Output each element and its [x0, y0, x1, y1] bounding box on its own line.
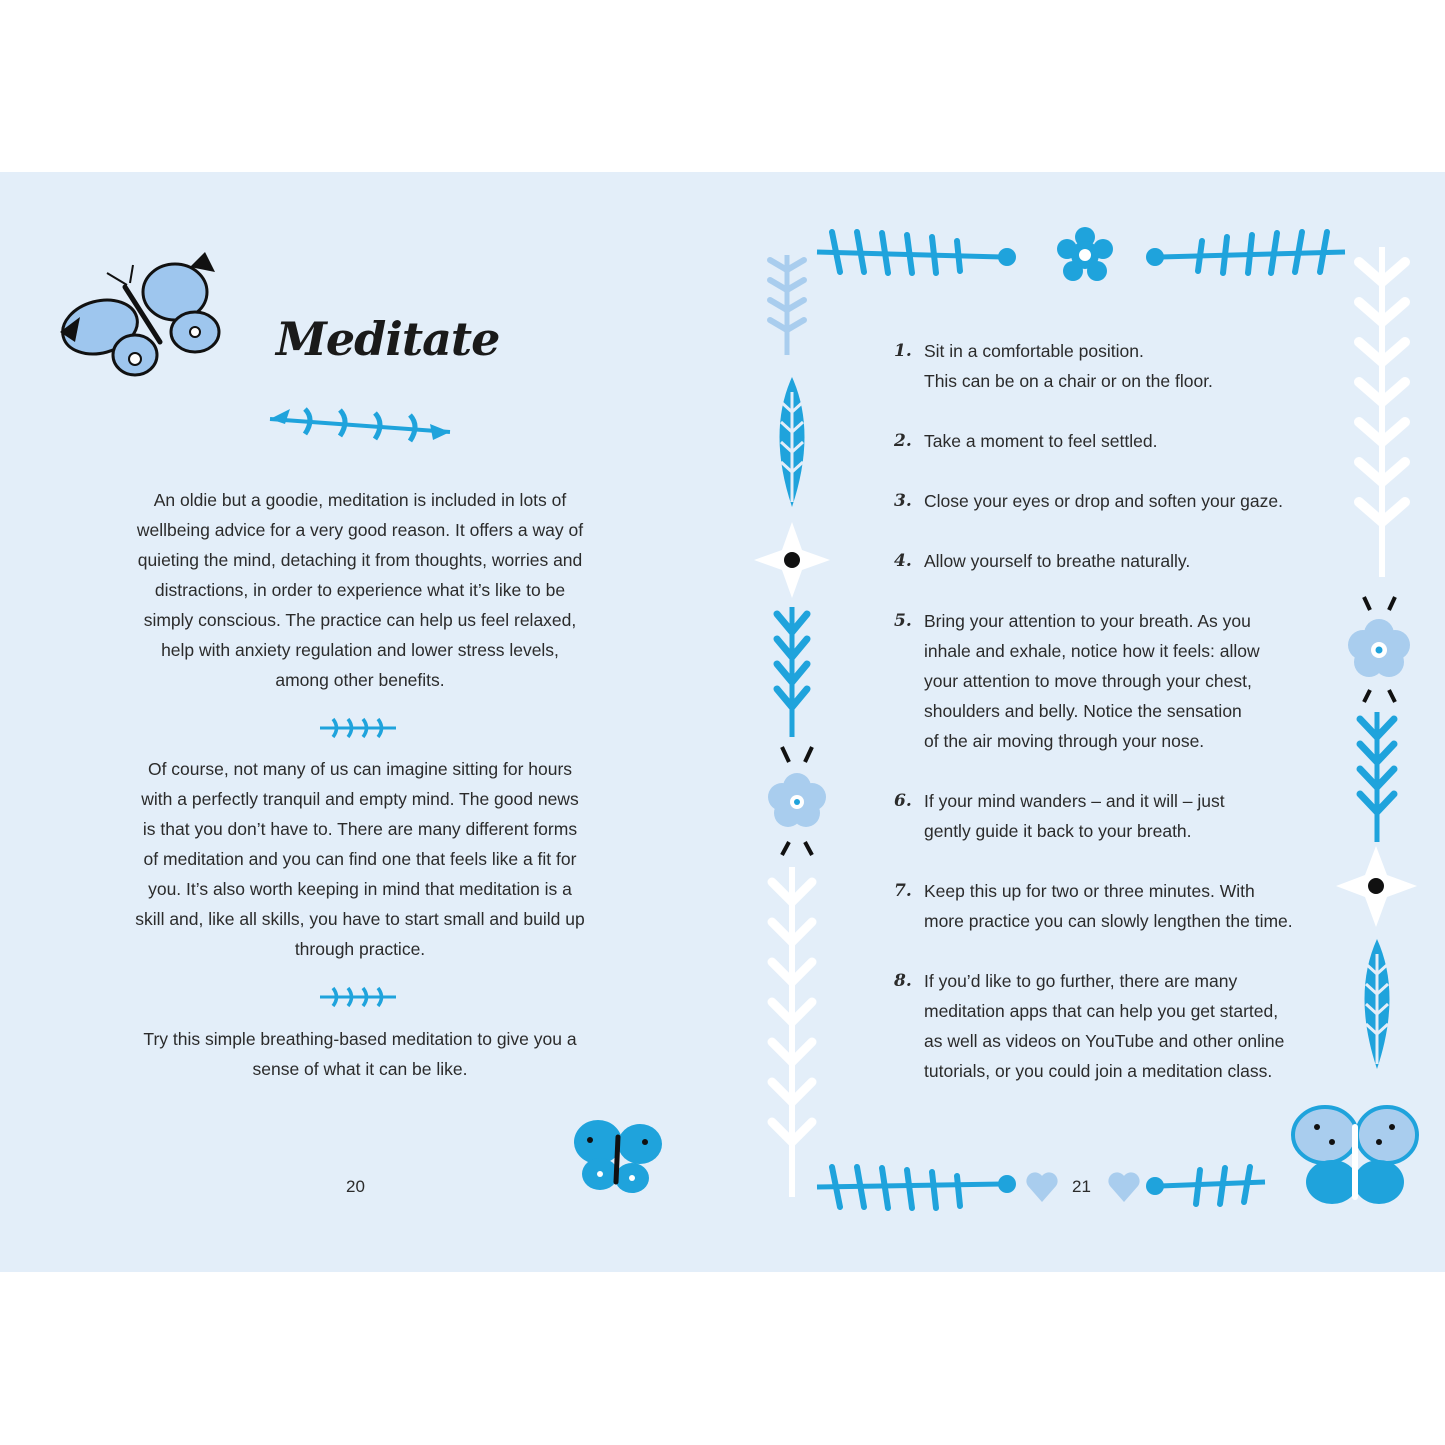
step-number: 6.: [894, 791, 912, 811]
step-text: Keep this up for two or three minutes. With more practice you can slowly lengthen the time.: [924, 881, 1293, 931]
step-number: 3.: [894, 491, 912, 511]
step-text: If you’d like to go further, there are many meditation apps that can help you get started, as well as videos on YouTube and other online tutorials, or you could join a meditation class.: [924, 971, 1285, 1081]
step-text: Sit in a comfortable position. This can be on a chair or on the floor.: [924, 341, 1213, 391]
step-text: Close your eyes or drop and soften your gaze.: [924, 491, 1283, 511]
step-number: 4.: [894, 551, 912, 571]
list-item: [894, 606, 1334, 756]
list-item: [894, 486, 1334, 516]
step-text: Allow yourself to breathe naturally.: [924, 551, 1191, 571]
list-item: [894, 336, 1334, 396]
butterfly-icon: [55, 247, 225, 387]
step-number: 1.: [894, 341, 912, 361]
flower-icon: [1342, 592, 1417, 707]
leaf-sprig-icon: [1350, 707, 1405, 847]
leaf-sprig-icon: [767, 372, 817, 512]
closing-paragraph: Try this simple breathing-based meditation to give you a sense of what it can be like.: [143, 1029, 577, 1079]
flower-icon: [1057, 227, 1113, 283]
intro-paragraph: An oldie but a goodie, meditation is included in lots of wellbeing advice for a very good reason. It offers a way of quieting the mind, detaching it from thoughts, worries and distractions, in order to experience what it’s like to be simply conscious. The practice can help us feel relaxed, help with anxiety regulation and lower stress levels, among other benefits.: [136, 490, 584, 690]
leaf-sprig-icon: [762, 250, 812, 360]
list-item: [894, 786, 1334, 846]
book-spread: [0, 172, 1445, 1272]
flower-icon: [762, 747, 832, 857]
leaf-sprig-icon: [265, 404, 455, 444]
flower-icon: [1334, 844, 1419, 929]
butterfly-icon: [1287, 1097, 1422, 1217]
list-item: [894, 546, 1334, 576]
leaf-sprig-icon: [1140, 227, 1350, 277]
list-item: [894, 966, 1334, 1086]
step-number: 5.: [894, 611, 912, 631]
heart-icon: [1025, 1170, 1059, 1204]
list-item: [894, 426, 1334, 456]
step-text: Bring your attention to your breath. As you inhale and exhale, notice how it feels: allow your attention to move through your chest, shoulders and belly. Notice the sensation of the air moving through your nose.: [924, 611, 1260, 751]
step-text: Take a moment to feel settled.: [924, 431, 1158, 451]
body-paragraph: Of course, not many of us can imagine sitting for hours with a perfectly tranquil and empty mind. The good news is that you don’t have to. There are many different forms of meditation and you can find one that feels like a fit for you. It’s also worth keeping in mind that meditation is a skill and, like all skills, you have to start small and build up through practice.: [135, 759, 585, 959]
page-number: 21: [1072, 1177, 1091, 1196]
flower-icon: [752, 520, 832, 600]
butterfly-icon: [570, 1112, 665, 1202]
leaf-sprig-icon: [318, 985, 398, 1009]
leaf-sprig-icon: [767, 602, 817, 742]
step-number: 8.: [894, 971, 912, 991]
left-page: [0, 172, 722, 1272]
leaf-sprig-icon: [762, 862, 822, 1202]
leaf-sprig-icon: [812, 1162, 1022, 1212]
leaf-sprig-icon: [1140, 1162, 1270, 1212]
leaf-sprig-icon: [812, 227, 1022, 277]
leaf-sprig-icon: [1352, 934, 1402, 1074]
leaf-sprig-icon: [1347, 242, 1417, 582]
step-number: 7.: [894, 881, 912, 901]
step-text: If your mind wanders – and it will – just gently guide it back to your breath.: [924, 791, 1225, 841]
page-title: Meditate: [276, 312, 500, 366]
steps-list: [894, 336, 1334, 1086]
leaf-sprig-icon: [318, 716, 398, 740]
right-page: [722, 172, 1445, 1272]
list-item: [894, 876, 1334, 936]
page-number: 20: [346, 1177, 365, 1196]
step-number: 2.: [894, 431, 912, 451]
heart-icon: [1107, 1170, 1141, 1204]
